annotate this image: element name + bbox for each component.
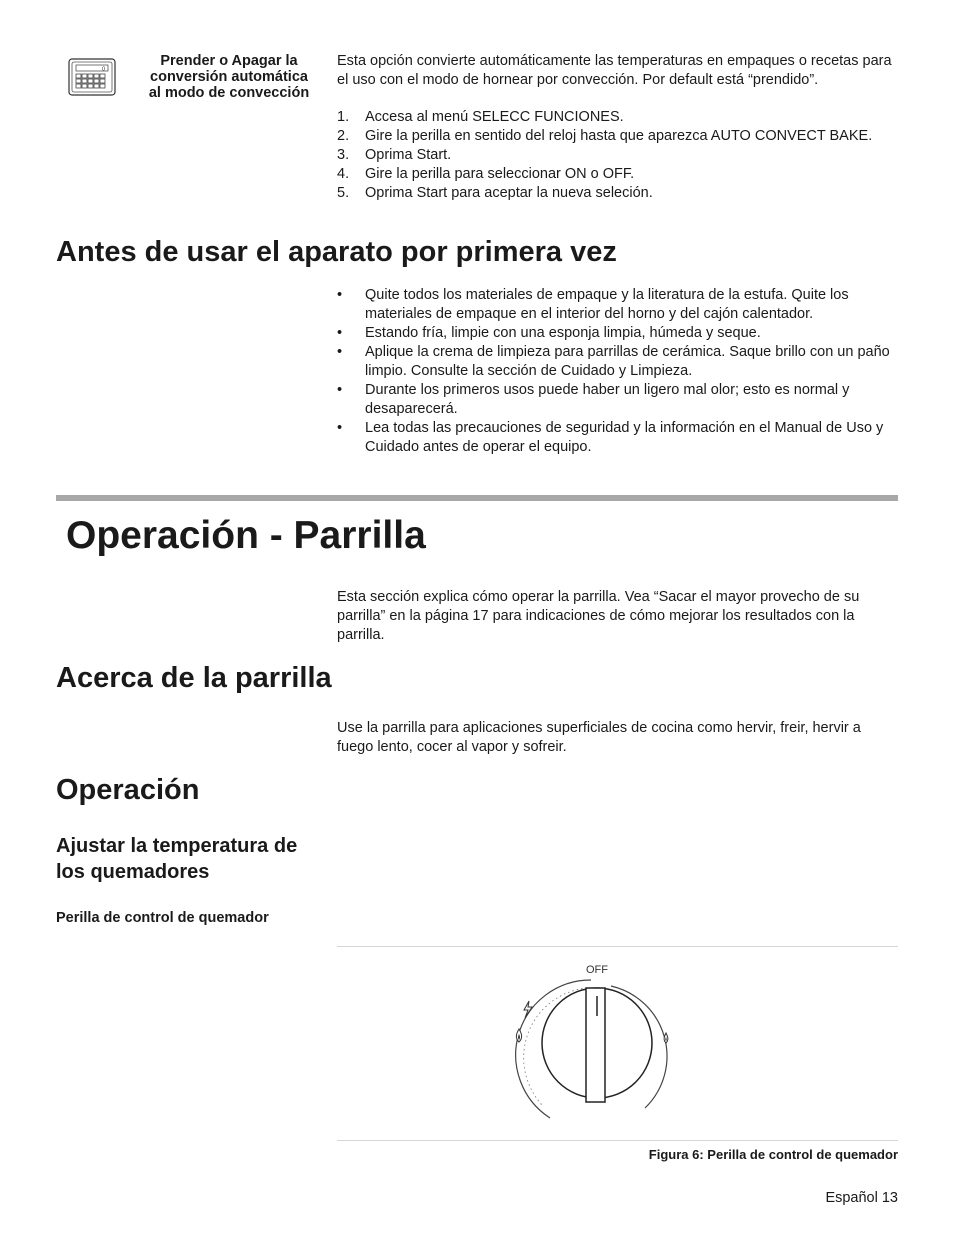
step-text: Gire la perilla para seleccionar ON o OFF. — [365, 166, 635, 182]
svg-text:0: 0 — [102, 66, 106, 73]
bullet-text: Estando fría, limpie con una esponja limpia, húmeda y seque. — [365, 325, 761, 341]
list-item — [337, 324, 899, 343]
first-use-list — [337, 286, 899, 457]
list-item — [337, 165, 899, 184]
list-item — [337, 381, 899, 419]
step-text: Oprima Start. — [365, 147, 452, 163]
step-number: 5. — [337, 185, 350, 201]
label-line: al modo de convección — [148, 85, 310, 101]
list-item — [337, 184, 899, 203]
heading-line: Ajustar la temperatura de — [56, 835, 298, 857]
lightning-icon — [524, 1001, 532, 1018]
flame-high-icon — [516, 1029, 521, 1042]
figure-caption: Figura 6: Perilla de control de quemador — [648, 1147, 898, 1162]
chapter-divider — [56, 495, 898, 501]
first-use-heading: Antes de usar el aparato por primera vez — [56, 236, 617, 268]
bullet-text: Quite todos los materiales de empaque y la literatura de la estufa. Quite los materiales de empaque en el interior del horno y del cajón calentador. — [365, 287, 849, 322]
chapter-title: Operación - Parrilla — [66, 514, 426, 557]
page-number: Español 13 — [825, 1190, 898, 1206]
bullet: • — [337, 344, 343, 360]
about-heading: Acerca de la parrilla — [56, 662, 332, 694]
step-number: 4. — [337, 166, 350, 182]
step-text: Gire la perilla en sentido del reloj hasta que aparezca AUTO CONVECT BAKE. — [365, 128, 873, 144]
bullet: • — [337, 325, 343, 341]
about-text: Use la parrilla para aplicaciones superficiales de cocina como hervir, freir, hervir a fuego lento, cocer al vapor y sofreir. — [337, 720, 861, 755]
operation-heading: Operación — [56, 774, 200, 806]
burner-knob-figure — [505, 958, 680, 1128]
burner-temperature-heading — [56, 833, 297, 885]
step-number: 1. — [337, 109, 350, 125]
figure-bottom-rule — [337, 1140, 898, 1141]
heading-line: los quemadores — [56, 861, 210, 883]
list-item — [337, 419, 899, 457]
step-text: Oprima Start para aceptar la nueva seleción. — [365, 185, 653, 201]
convection-description: Esta opción convierte automáticamente las temperaturas en empaques o recetas para el uso con el modo de hornear por convección. Por default está “prendido”. — [337, 53, 892, 88]
list-item — [337, 146, 899, 165]
convection-steps — [337, 108, 899, 203]
figure-top-rule — [337, 946, 898, 947]
bullet-text: Durante los primeros usos puede haber un ligero mal olor; esto es normal y desaparecerá. — [365, 382, 850, 417]
flame-low-icon — [664, 1033, 668, 1043]
list-item — [337, 286, 899, 324]
keypad-icon — [68, 58, 116, 96]
knob-off-label: OFF — [586, 964, 608, 976]
bullet-text: Lea todas las precauciones de seguridad y la información en el Manual de Uso y Cuidado antes de operar el equipo. — [365, 420, 884, 455]
label-line: Prender o Apagar la — [160, 53, 298, 69]
list-item — [337, 343, 899, 381]
bullet-text: Aplique la crema de limpieza para parrillas de cerámica. Saque brillo con un paño limpio. Consulte la sección de Cuidado y Limpieza. — [365, 344, 890, 379]
chapter-intro: Esta sección explica cómo operar la parrilla. Vea “Sacar el mayor provecho de su parrilla” en la página 17 para indicaciones de cómo mejorar los resultados con la parrilla. — [337, 589, 860, 643]
bullet: • — [337, 287, 343, 303]
list-item — [337, 127, 899, 146]
convection-option-label — [130, 53, 328, 101]
bullet: • — [337, 382, 343, 398]
burner-knob-heading: Perilla de control de quemador — [56, 910, 269, 926]
bullet: • — [337, 420, 343, 436]
step-number: 3. — [337, 147, 350, 163]
step-number: 2. — [337, 128, 350, 144]
step-text: Accesa al menú SELECC FUNCIONES. — [365, 109, 624, 125]
list-item — [337, 108, 899, 127]
label-line: conversión automática — [150, 69, 308, 85]
